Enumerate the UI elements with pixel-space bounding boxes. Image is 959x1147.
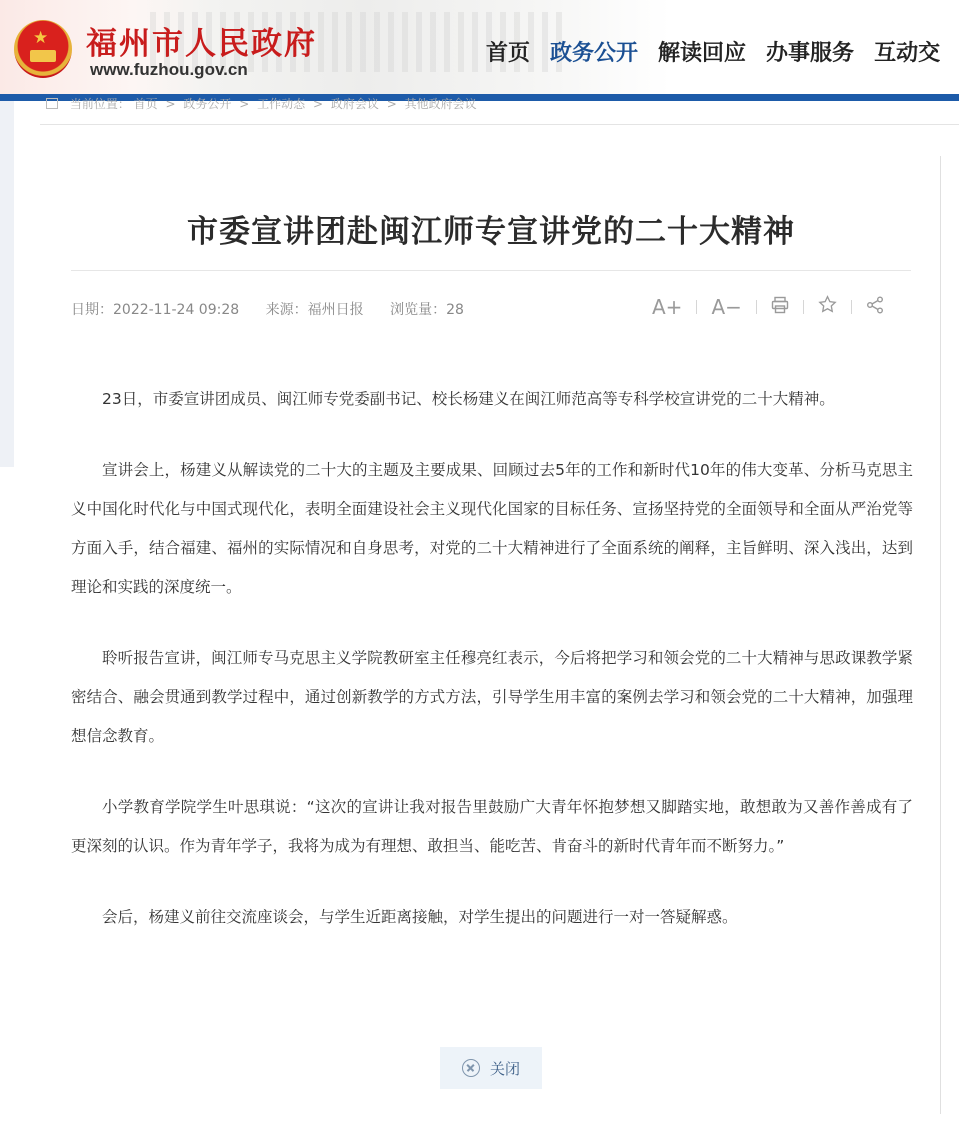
print-icon[interactable]: [771, 294, 789, 320]
main-nav: [486, 36, 940, 67]
breadcrumb: [46, 95, 477, 113]
article-paragraph: 聆听报告宣讲，闽江师专马克思主义学院教研室主任穆亮红表示，今后将把学习和领会党的二十大精神与思政课教学紧密结合、融会贯通到教学过程中，通过创新教学的方式方法，引导学生用丰富的案例去学习和领会党的二十大精神，加强理想信念教育。: [71, 649, 913, 745]
breadcrumb-separator: >: [386, 97, 397, 111]
breadcrumb-divider: [40, 124, 959, 125]
nav-item-gov-affairs[interactable]: 政务公开: [550, 41, 639, 66]
home-icon: [46, 98, 58, 109]
breadcrumb-prefix: 当前位置：: [69, 97, 130, 111]
breadcrumb-item-other-meetings[interactable]: 其他政府会议: [404, 97, 477, 111]
site-header: [0, 0, 959, 96]
breadcrumb-item-gov-meetings[interactable]: 政府会议: [330, 97, 379, 111]
content-right-border: [940, 156, 941, 1114]
breadcrumb-item-gov-affairs[interactable]: 政务公开: [183, 97, 232, 111]
article-title: 市委宣讲团赴闽江师专宣讲党的二十大精神: [187, 214, 795, 250]
breadcrumb-separator: >: [239, 97, 250, 111]
nav-item-home[interactable]: 首页: [486, 41, 531, 66]
site-title[interactable]: 福州市人民政府: [86, 26, 317, 62]
title-divider: [71, 270, 911, 271]
share-icon[interactable]: [866, 294, 884, 320]
close-button[interactable]: [440, 1047, 542, 1089]
article-toolbar: [652, 294, 884, 320]
breadcrumb-item-home[interactable]: 首页: [133, 97, 158, 111]
toolbar-divider: [851, 300, 852, 314]
site-url[interactable]: www.fuzhou.gov.cn: [90, 60, 248, 79]
nav-item-interaction[interactable]: 互动交: [874, 41, 941, 66]
article-views: 浏览量：28: [390, 302, 464, 318]
breadcrumb-separator: >: [165, 97, 176, 111]
close-icon: [462, 1059, 480, 1077]
breadcrumb-item-work-news[interactable]: 工作动态: [257, 97, 306, 111]
left-side-panel: [0, 101, 14, 467]
article-paragraph: 小学教育学院学生叶思琪说：“这次的宣讲让我对报告里鼓励广大青年怀抱梦想又脚踏实地，敢想敢为又善作善成有了更深刻的认识。作为青年学子，我将为成为有理想、敢担当、能吃苦、肯奋斗的新时代青年而不断努力。”: [71, 798, 913, 855]
nav-item-interpretation[interactable]: 解读回应: [658, 41, 747, 66]
toolbar-divider: [696, 300, 697, 314]
national-emblem-icon: ★: [14, 20, 72, 78]
close-button-label: 关闭: [489, 1059, 520, 1078]
article-paragraph: 宣讲会上，杨建义从解读党的二十大的主题及主要成果、回顾过去5年的工作和新时代10年的伟大变革、分析马克思主义中国化时代化与中国式现代化，表明全面建设社会主义现代化国家的目标任务、宣扬坚持党的全面领导和全面从严治党等方面入手，结合福建、福州的实际情况和自身思考，对党的二十大精神进行了全面系统的阐释，主旨鲜明、深入浅出，达到理论和实践的深度统一。: [71, 461, 913, 596]
font-decrease-button[interactable]: A−: [711, 295, 742, 319]
article-date: 日期：2022-11-24 09:28: [71, 302, 240, 318]
article-paragraph: 会后，杨建义前往交流座谈会，与学生近距离接触，对学生提出的问题进行一对一答疑解惑。: [102, 908, 738, 926]
article-source: 来源：福州日报: [265, 302, 364, 318]
font-increase-button[interactable]: A+: [652, 295, 683, 319]
nav-item-services[interactable]: 办事服务: [766, 41, 855, 66]
toolbar-divider: [756, 300, 757, 314]
toolbar-divider: [803, 300, 804, 314]
article-body: [71, 380, 913, 969]
article-meta: [71, 299, 486, 319]
breadcrumb-separator: >: [312, 97, 324, 111]
article-paragraph: 23日，市委宣讲团成员、闽江师专党委副书记、校长杨建义在闽江师范高等专科学校宣讲党的二十大精神。: [102, 390, 835, 408]
star-icon[interactable]: [818, 294, 837, 320]
